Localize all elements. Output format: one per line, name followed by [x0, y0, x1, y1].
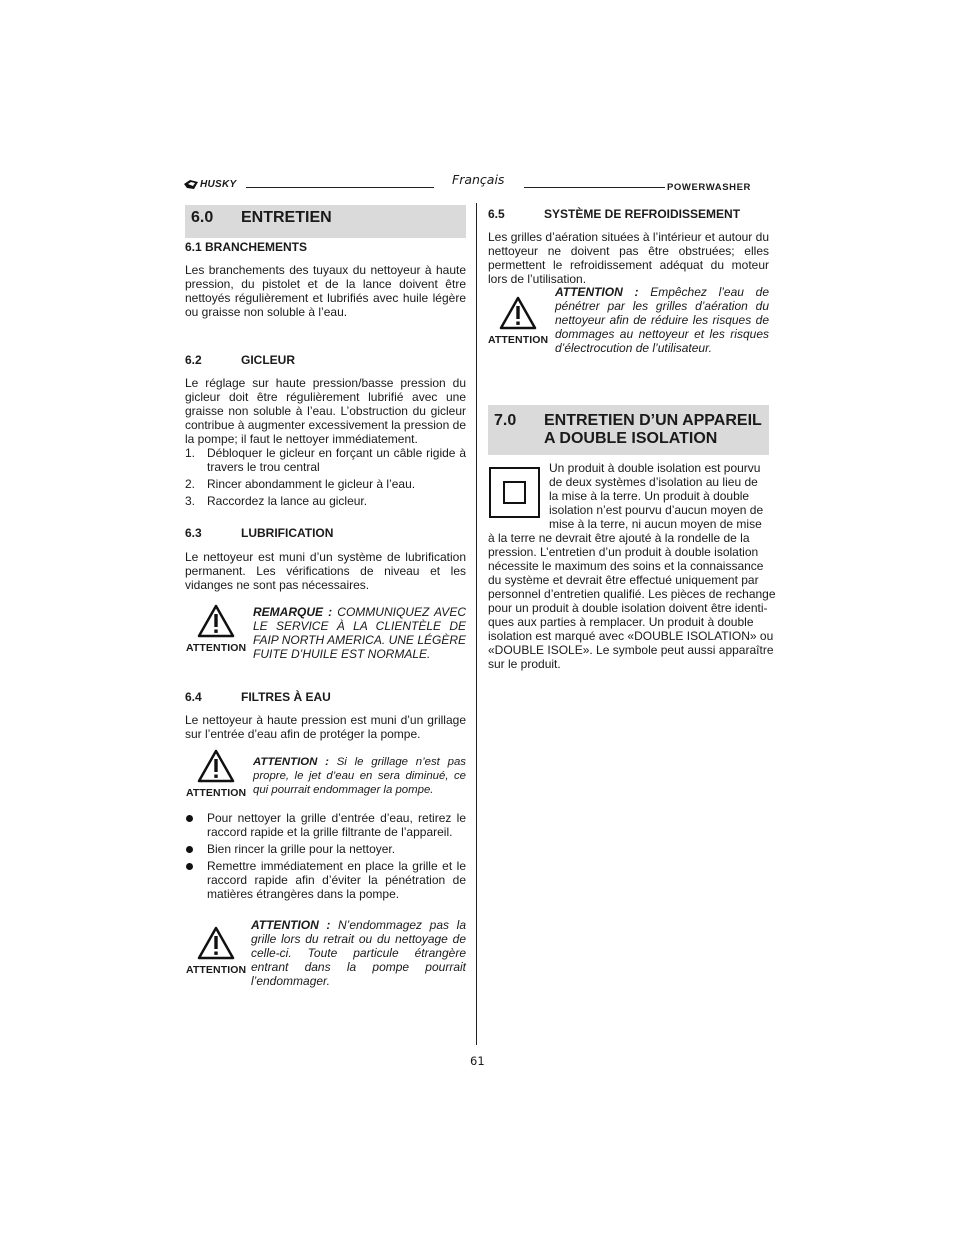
list-item: 1. Débloquer le gicleur en forçant un câble rigide à travers le trou central	[185, 446, 466, 474]
subsection-6-1-heading: 6.1 BRANCHEMENTS	[185, 240, 308, 254]
language-label: Français	[452, 172, 505, 187]
section-6-0-bar	[185, 205, 466, 238]
warning-label: ATTENTION	[186, 964, 247, 976]
body-line: isolation est marqué avec «DOUBLE ISOLATION» ou	[488, 629, 774, 643]
list-item: Pour nettoyer la grille d’entrée d’eau, retirez le raccord rapide et la grille filtrante de l’appareil.	[185, 811, 466, 839]
gicleur-steps-list	[185, 446, 466, 511]
section-title-line-1: ENTRETIEN D’UN APPAREIL	[544, 412, 762, 429]
body-line: de deux systèmes d’isolation au lieu de	[549, 475, 758, 489]
warning-triangle-icon	[197, 926, 235, 960]
double-isolation-body-top	[549, 461, 769, 531]
body-line: la mise à la terre. Un produit à double	[549, 489, 750, 503]
body-line: à la terre ne devrait être ajouté à la rondelle de la	[488, 531, 750, 545]
husky-logo-icon	[184, 180, 198, 189]
warning-label: ATTENTION	[186, 787, 247, 799]
list-item: Remettre immédiatement en place la grille et le raccord rapide afin d’éviter la pénétration de matières étrangères dans la pompe.	[185, 859, 466, 901]
double-insulation-inner-square	[503, 481, 526, 504]
subsection-6-5-body: Les grilles d’aération situées à l’intérieur et autour du nettoyeur ne doivent pas être obstruées; elles permettent le refroidissement adéquat du moteur lors de l’utilisation.	[488, 230, 769, 286]
header-rule-right	[524, 187, 665, 188]
column-divider	[476, 203, 477, 1045]
body-line: personnel d’entretien qualifié. Les pièces de rechange	[488, 587, 776, 601]
section-number: 7.0	[494, 412, 517, 429]
body-line: pression. L’entretien d’un produit à double isolation	[488, 545, 759, 559]
body-line: pour un produit à double isolation doivent être identi-	[488, 601, 768, 615]
subsection-title: SYSTÈME DE REFROIDISSEMENT	[544, 207, 741, 221]
attention-text-filtres-1: ATTENTION : Si le grillage n’est pas propre, le jet d’eau en sera diminué, ce qui pourrait endommager la pompe.	[253, 756, 467, 796]
warning-triangle-icon	[499, 296, 537, 330]
husky-logo	[184, 179, 237, 190]
body-line: du système et devrait être effectué uniquement par	[488, 573, 759, 587]
section-7-0-bar	[488, 405, 769, 455]
attention-text-filtres-2: ATTENTION : N’endommagez pas la grille lors du retrait ou du nettoyage de celle-ci. Toute particule étrangère entrant dans la pompe pourrait l’endommager.	[251, 918, 466, 988]
body-line: sur le produit.	[488, 657, 561, 671]
warning-block-filtres-1	[186, 749, 246, 799]
subsection-6-2-heading	[185, 353, 295, 367]
warning-block-filtres-2	[186, 926, 246, 976]
warning-label: ATTENTION	[186, 642, 247, 654]
warning-triangle-icon	[197, 604, 235, 638]
list-item: 3. Raccordez la lance au gicleur.	[185, 494, 368, 508]
body-line: mise à la terre, ni aucun moyen de mise	[549, 517, 762, 531]
section-title: ENTRETIEN	[241, 209, 332, 226]
body-line: nécessite le maximum des soins et la connaissance	[488, 559, 764, 573]
warning-block-refroidissement	[488, 296, 548, 346]
subsection-6-3-heading	[185, 526, 334, 540]
subsection-number: 6.2	[185, 353, 202, 367]
subsection-number: 6.3	[185, 526, 202, 540]
body-line: isolation n’est pourvu d’aucun moyen de	[549, 503, 764, 517]
subsection-title: FILTRES À EAU	[241, 690, 331, 704]
page-number: 61	[470, 1054, 485, 1068]
brand-label: POWERWASHER	[667, 182, 752, 193]
warning-block-remarque	[186, 604, 246, 654]
double-insulation-symbol-icon	[489, 467, 540, 518]
body-line: Un produit à double isolation est pourvu	[549, 461, 761, 475]
subsection-6-3-body: Le nettoyeur est muni d’un système de lubrification permanent. Les vérifications de niveau et les vidanges ne sont pas nécessaires.	[185, 550, 466, 592]
double-isolation-body-bottom	[488, 531, 776, 671]
subsection-title: LUBRIFICATION	[241, 526, 334, 540]
list-item: Bien rincer la grille pour la nettoyer.	[185, 842, 466, 856]
warning-triangle-icon	[197, 749, 235, 783]
body-line: ques aux parties à remplacer. Un produit à double	[488, 615, 754, 629]
bullet-icon	[186, 846, 193, 853]
subsection-number: 6.5	[488, 207, 505, 221]
header-rule-left	[246, 187, 434, 188]
logo-text: HUSKY	[200, 179, 237, 190]
section-title-line-2: A DOUBLE ISOLATION	[544, 430, 718, 447]
bullet-icon	[186, 815, 193, 822]
attention-text-refroidissement: ATTENTION : Empêchez l’eau de pénétrer par les grilles d’aération du nettoyeur afin de réduire les risques de dommages au nettoyeur et les risques d’électrocution de l’utilisateur.	[555, 285, 769, 355]
subsection-6-5-heading	[488, 207, 741, 221]
subsection-6-1-body: Les branchements des tuyaux du nettoyeur à haute pression, du pistolet et de la lance doivent être nettoyés régulièrement et lubrifiés avec huile légère ou graisse non soluble à l’eau.	[185, 263, 466, 319]
filtres-bullet-list	[185, 811, 466, 904]
warning-label: ATTENTION	[488, 334, 549, 346]
section-number: 6.0	[191, 209, 214, 226]
body-line: «DOUBLE ISOLE». Le symbole peut aussi apparaître	[488, 643, 774, 657]
subsection-6-2-body: Le réglage sur haute pression/basse pression du gicleur doit être régulièrement lubrifié avec une graisse non soluble à l’eau. L’obstruction du gicleur contribue à augmenter excessivement la pression de la pompe; il faut le nettoyer immédiatement.	[185, 376, 466, 446]
subsection-number: 6.4	[185, 690, 202, 704]
subsection-6-4-body: Le nettoyeur à haute pression est muni d’un grillage sur l’entrée d’eau afin de protéger la pompe.	[185, 713, 466, 741]
subsection-title: GICLEUR	[241, 353, 295, 367]
remarque-text: REMARQUE : COMMUNIQUEZ AVEC LE SERVICE À LA CLIENTÈLE DE FAIP NORTH AMERICA. UNE LÉGÈRE FUITE D’HUILE EST NORMALE.	[253, 605, 466, 661]
list-item: 2. Rincer abondamment le gicleur à l’eau.	[185, 477, 416, 491]
bullet-icon	[186, 863, 193, 870]
subsection-6-4-heading	[185, 690, 331, 704]
